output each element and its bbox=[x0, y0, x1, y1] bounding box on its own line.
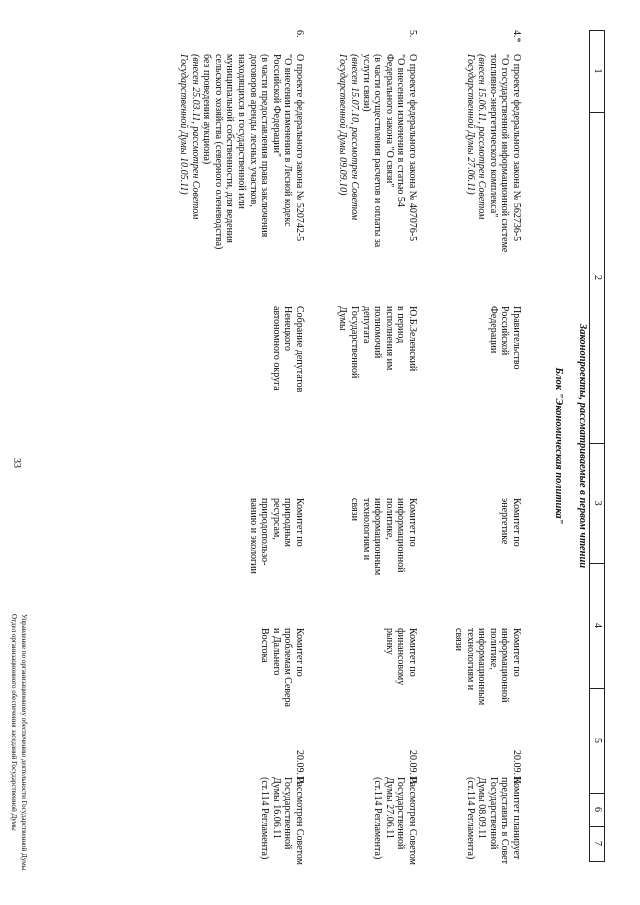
text-line: автономного округа bbox=[270, 306, 282, 391]
text-line: Правительство bbox=[511, 306, 522, 370]
text-line: исполнения им bbox=[383, 306, 395, 371]
row-number: 5. bbox=[407, 30, 418, 38]
text-line: Федерального закона "О связи" bbox=[383, 54, 395, 188]
text-line: находящихся в государственной или bbox=[236, 54, 248, 209]
responsible-committee bbox=[247, 498, 305, 583]
text-line: Государственной Думы 10.05.11) bbox=[178, 54, 190, 195]
text-line: полномочий bbox=[372, 306, 384, 359]
initiator bbox=[487, 306, 522, 386]
text-line: ванию и экологии bbox=[247, 498, 259, 574]
text-line: информационной bbox=[499, 628, 511, 703]
status bbox=[464, 777, 522, 872]
text-line: связи bbox=[453, 628, 465, 651]
text-line: рынку bbox=[383, 628, 395, 655]
co-executor-committee bbox=[383, 628, 418, 713]
column-number: 1 bbox=[592, 68, 603, 74]
column-number: 3 bbox=[592, 500, 603, 506]
text-line: (внесен 15.06.11, рассмотрен Советом bbox=[476, 54, 488, 220]
responsible-committee bbox=[348, 498, 418, 578]
text-line: Ненецкого bbox=[282, 306, 294, 352]
text-line: (в части осуществления расчетов и оплаты за bbox=[372, 54, 384, 248]
text-line: природным bbox=[282, 498, 294, 547]
text-line: (внесен 15.07.10, рассмотрен Советом bbox=[349, 54, 361, 221]
bill-title bbox=[464, 54, 522, 304]
text-line: муниципальной собственности, для ведения bbox=[224, 54, 236, 243]
text-line: Комитет планирует bbox=[511, 777, 522, 860]
text-line: Думы 16.06.11 bbox=[270, 777, 282, 839]
text-line: "О внесении изменения в Лесной кодекс bbox=[282, 54, 294, 227]
text-line: Государственной bbox=[487, 777, 499, 850]
text-line: Государственной Думы 09.09.10) bbox=[337, 54, 349, 196]
block-title: Блок "Экономическая политика" bbox=[553, 367, 564, 525]
text-line: природопользо- bbox=[259, 498, 271, 566]
row-number: 6. bbox=[294, 30, 305, 38]
text-line: "О государственной информационной системе bbox=[499, 54, 511, 253]
text-line: информационной bbox=[395, 498, 407, 573]
text-line: проблемам Севера bbox=[282, 628, 294, 707]
text-line: Комитет по bbox=[294, 628, 305, 677]
column-number: 6 bbox=[592, 807, 603, 812]
text-line: "О внесении изменения в статью 54 bbox=[395, 54, 407, 207]
date: 20.09.11 bbox=[511, 750, 522, 785]
section-title: Законопроекты, рассматриваемые в первом чтении bbox=[577, 323, 588, 569]
text-line: топливно-энергетического комплекса" bbox=[487, 54, 499, 218]
text-line: финансовому bbox=[395, 628, 407, 686]
text-line: Востока bbox=[259, 628, 271, 663]
column-number: 2 bbox=[592, 275, 603, 280]
text-line: Ю.Б.Зеленский bbox=[407, 306, 418, 372]
bill-title bbox=[177, 54, 305, 304]
column-number: 7 bbox=[592, 841, 603, 846]
footer-line: Управление по организационному обеспечению деятельности Государственной Думы bbox=[20, 614, 28, 871]
text-line: Федерации bbox=[487, 306, 499, 354]
text-line: энергетике bbox=[499, 498, 511, 545]
text-line: (ст.114 Регламента) bbox=[372, 777, 384, 860]
text-line: сельского хозяйства (северного оленеводства) bbox=[212, 54, 224, 250]
text-line: связи bbox=[349, 498, 361, 521]
text-line: Собрание депутатов bbox=[294, 306, 305, 393]
initiator bbox=[337, 306, 418, 386]
col-divider bbox=[590, 861, 605, 862]
text-line: (внесен 25.03.11, рассмотрен Советом bbox=[189, 54, 201, 220]
text-line: Думы 08.09.11 bbox=[476, 777, 488, 839]
text-line: Думы 27.06.11 bbox=[383, 777, 395, 839]
footer bbox=[5, 614, 29, 900]
text-line: политике, bbox=[487, 628, 499, 670]
initiator bbox=[270, 306, 305, 401]
text-line: договоров аренды лесных участков, bbox=[247, 54, 259, 207]
text-line: Рассмотрен Советом bbox=[407, 777, 418, 866]
column-number: 4 bbox=[592, 623, 603, 628]
table-top-border bbox=[604, 30, 605, 862]
co-executor-committee bbox=[259, 628, 305, 713]
text-line: Российской Федерации" bbox=[270, 54, 282, 158]
text-line: Государственной bbox=[282, 777, 294, 850]
text-line: Государственной bbox=[395, 777, 407, 850]
text-line: ресурсам, bbox=[270, 498, 282, 540]
text-line: представить в Совет bbox=[499, 777, 511, 864]
date: 20.09.11 bbox=[407, 750, 418, 785]
text-line: депутата bbox=[360, 306, 372, 344]
text-line: и Дальнего bbox=[270, 628, 282, 676]
text-line: Комитет по bbox=[407, 628, 418, 677]
text-line: Рассмотрен Советом bbox=[294, 777, 305, 866]
date: 20.09.11 bbox=[294, 750, 305, 785]
text-line: технологиям и bbox=[464, 628, 476, 691]
text-line: (ст.114 Регламента) bbox=[464, 777, 476, 860]
text-line: информационным bbox=[476, 628, 488, 706]
column-number: 5 bbox=[592, 738, 603, 743]
status bbox=[259, 777, 305, 872]
text-line: технологиям и bbox=[360, 498, 372, 561]
text-line: (ст.114 Регламента) bbox=[259, 777, 271, 860]
status bbox=[372, 777, 418, 872]
text-line: О проекте федерального закона № 562736-5 bbox=[511, 54, 522, 242]
text-line: Комитет по bbox=[407, 498, 418, 547]
text-line: Государственной bbox=[349, 306, 361, 379]
text-line: без проведения аукциона) bbox=[201, 54, 213, 165]
text-line: услуги связи) bbox=[360, 54, 372, 112]
bill-title bbox=[337, 54, 418, 304]
text-line: Комитет по bbox=[511, 628, 522, 677]
text-line: Комитет по bbox=[511, 498, 522, 547]
row-number: 4.* bbox=[511, 30, 522, 43]
text-line: Комитет по bbox=[294, 498, 305, 547]
text-line: Российской bbox=[499, 306, 511, 356]
text-line: информационным bbox=[372, 498, 384, 576]
agenda-table bbox=[30, 20, 605, 866]
text-line: О проекте федерального закона № 407076-5 bbox=[407, 54, 418, 242]
footer-line: Отдел организационного обеспечения заседаний Государственной Думы bbox=[10, 614, 18, 831]
text-line: (в части предоставления права заключения bbox=[259, 54, 271, 238]
text-line: политике, bbox=[383, 498, 395, 540]
responsible-committee bbox=[499, 498, 522, 568]
text-line: О проекте федерального закона № 520742-5 bbox=[294, 54, 305, 242]
co-executor-committee bbox=[452, 628, 522, 713]
text-line: в период bbox=[395, 306, 407, 344]
text-line: Думы bbox=[337, 306, 349, 331]
text-line: Государственной Думы 27.06.11) bbox=[464, 54, 476, 195]
page-number: 33 bbox=[11, 458, 23, 468]
